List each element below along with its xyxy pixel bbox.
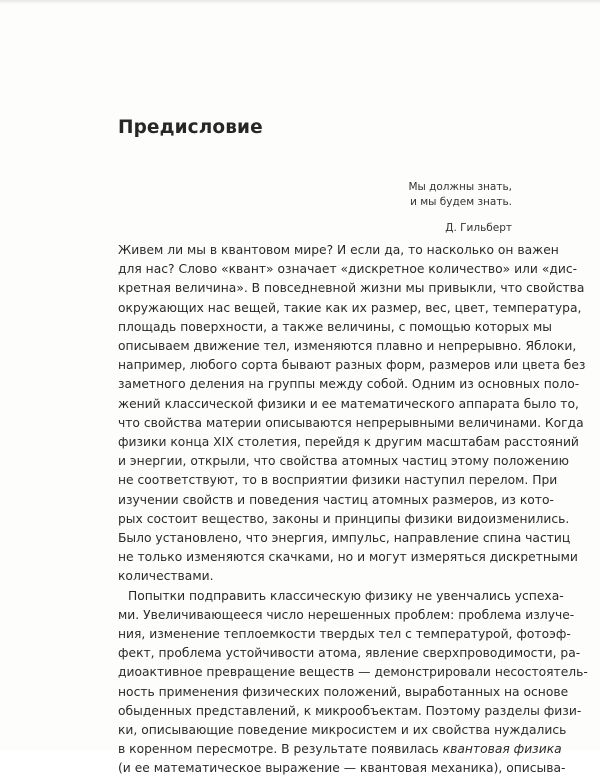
text-line: окружающих нас вещей, такие как их размер, вес, цвет, температура, [118, 300, 582, 315]
text-line: кретная величина». В повседневной жизни мы привыкли, что свойства [118, 281, 585, 296]
text-line: количествами. [118, 569, 214, 584]
text-line: ность применения физических положений, выработанных на основе [118, 684, 569, 699]
text-line: заметного деления на группы между собой. Одним из основных поло- [118, 377, 580, 392]
epigraph [370, 180, 512, 236]
epigraph-line: Мы должны знать, [408, 181, 512, 193]
text-line: диоактивное превращение веществ — демонстрировали несостоятель- [118, 665, 588, 680]
epigraph-line: и мы будем знать. [410, 195, 512, 208]
text-line: Было установлено, что энергия, импульс, направление спина частиц [118, 531, 571, 546]
text-line: не соответствуют, то в восприятии физики наступил перелом. При [118, 473, 558, 488]
italic-term: квантовая физика [442, 742, 562, 757]
text-line: и энергии, открыли, что свойства атомных частиц этому положению [118, 454, 569, 469]
text-line: (и ее математическое выражение — квантовая механика), описыва- [118, 761, 566, 776]
text-line: площадь поверхности, а также величины, с помощью которых мы [118, 319, 553, 334]
page-top-edge [0, 0, 600, 4]
text-line: фект, проблема устойчивости атома, явление сверхпроводимости, ра- [118, 646, 581, 661]
text-line: описываем движение тел, изменяются плавно и непрерывно. Яблоки, [118, 339, 577, 354]
epigraph-author: Д. Гильберт [445, 222, 512, 234]
text-line: ния, изменение теплоемкости твердых тел с температурой, фотоэф- [118, 627, 571, 642]
text-line: ки, описывающие поведение микросистем и их свойства нуждались [118, 723, 567, 738]
paragraph [118, 241, 586, 587]
text-line: ми. Увеличивающееся число нерешенных проблем: проблема излуче- [118, 607, 575, 622]
text-line: что свойства материи описываются непрерывными величинами. Когда [118, 415, 584, 430]
text-line: для нас? Слово «квант» означает «дискретное количество» или «дис- [118, 262, 578, 277]
text-line: обыденных представлений, к микрообъектам. Поэтому разделы физи- [118, 703, 582, 718]
text-line: жений классической физики и ее математического аппарата было то, [118, 396, 579, 411]
text-line: в коренном пересмотре. В результате появилась квантовая физика [118, 742, 562, 757]
text-line: рых состоит вещество, законы и принципы физики видоизменились. [118, 511, 570, 526]
text-line: например, любого сорта бывают разных форм, размеров или цвета без [118, 358, 586, 373]
chapter-heading: Предисловие [118, 117, 263, 138]
text-line: изучении свойств и поведения частиц атомных размеров, из кото- [118, 492, 554, 507]
text-line: Попытки подправить классическую физику не увенчались успеха- [128, 588, 564, 603]
body-text [118, 241, 588, 779]
text-line: физики конца XIX столетия, перейдя к другим масштабам расстояний [118, 435, 579, 450]
text-line: не только изменяются скачками, но и могут измеряться дискретными [118, 550, 578, 565]
text-line: Живем ли мы в квантовом мире? И если да, то насколько он важен [118, 243, 559, 257]
